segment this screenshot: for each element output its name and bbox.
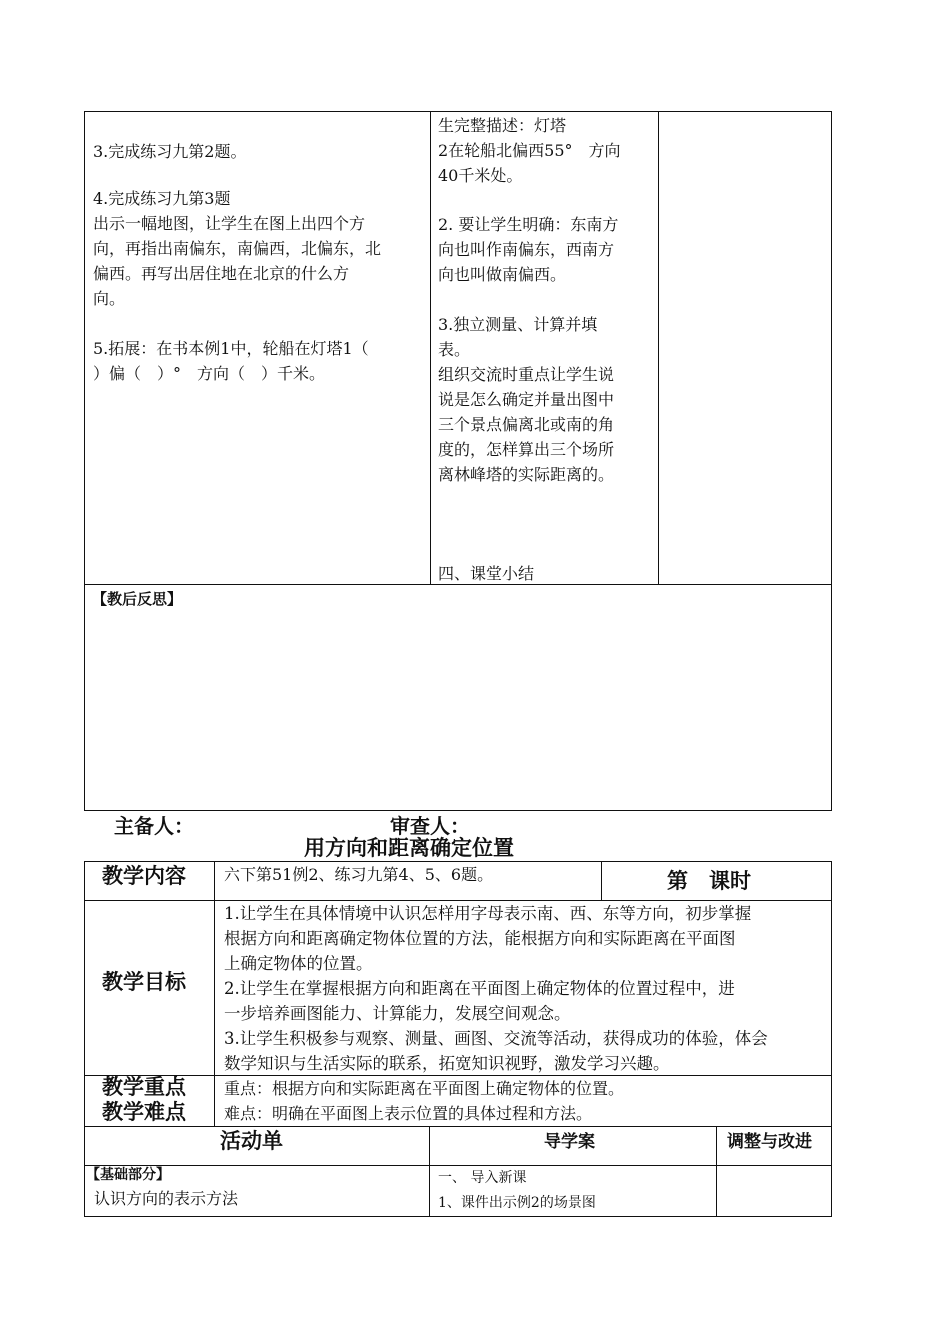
key-value: 重点：根据方向和实际距离在平面图上确定物体的位置。 [224, 1079, 625, 1098]
item4-body: 出示一幅地图，让学生在图上出四个方 向，再指出南偏东，南偏西，北偏东，北 偏西。再写出居住地在北京的什么方 向。 [93, 214, 382, 308]
intro-step1: 1、课件出示例2的场景图 [438, 1195, 596, 1211]
difficult-value: 难点：明确在平面图上表示位置的具体过程和方法。 [224, 1104, 593, 1123]
difficult-label: 教学难点 [102, 1100, 186, 1124]
intro-heading: 一、 导入新课 [438, 1170, 527, 1186]
reflection-label: 【教后反思】 [92, 590, 183, 608]
item4-title: 4.完成练习九第3题 [93, 189, 231, 208]
key-label: 教学重点 [102, 1075, 186, 1099]
content-label: 教学内容 [102, 864, 186, 888]
content-value: 六下第51例2、练习九第4、5、6题。 [224, 865, 494, 884]
goal-line: 1.让学生在具体情境中认识怎样用字母表示南、西、东等方向，初步掌握 [224, 904, 752, 923]
header-guide: 导学案 [544, 1132, 595, 1152]
period-label: 第 课时 [667, 869, 751, 893]
preparer-label: 主备人： [114, 814, 194, 838]
col2-block1: 生完整描述：灯塔 2在轮船北偏西55° 方向 40千米处。 [438, 116, 621, 185]
goal-line: 2.让学生在掌握根据方向和距离在平面图上确定物体的位置过程中，进 [224, 979, 735, 998]
goal-line: 根据方向和距离确定物体位置的方法，能根据方向和实际距离在平面图 [224, 929, 736, 948]
basic-label: 【基础部分】 [86, 1167, 170, 1183]
goal-line: 上确定物体的位置。 [224, 954, 373, 973]
item5-text: 5.拓展：在书本例1中，轮船在灯塔1（ ）偏（ ）° 方向（ ）千米。 [93, 339, 369, 383]
goal-line: 数学知识与生活实际的联系，拓宽知识视野，激发学习兴趣。 [224, 1054, 670, 1073]
col2-block2: 2. 要让学生明确：东南方 向也叫作南偏东，西南方 向也叫做南偏西。 [438, 215, 619, 284]
col2-block3: 3.独立测量、计算并填 表。 组织交流时重点让学生说 说是怎么确定并量出图中 三个景点偏离北或南的角 度的，怎样算出三个场所 离林峰塔的实际距离的。 [438, 315, 615, 484]
header-adjust: 调整与改进 [727, 1132, 812, 1152]
class-summary: 四、课堂小结 [438, 564, 535, 583]
lesson-title: 用方向和距离确定位置 [304, 836, 514, 860]
basic-text: 认识方向的表示方法 [94, 1189, 239, 1208]
goal-line: 3.让学生积极参与观察、测量、画图、交流等活动，获得成功的体验，体会 [224, 1029, 768, 1048]
header-activity: 活动单 [220, 1129, 283, 1153]
item3-text: 3.完成练习九第2题。 [93, 142, 247, 161]
goal-line: 一步培养画图能力、计算能力，发展空间观念。 [224, 1004, 571, 1023]
goals-label: 教学目标 [102, 970, 186, 994]
reviewer-label: 审查人： [390, 814, 470, 838]
